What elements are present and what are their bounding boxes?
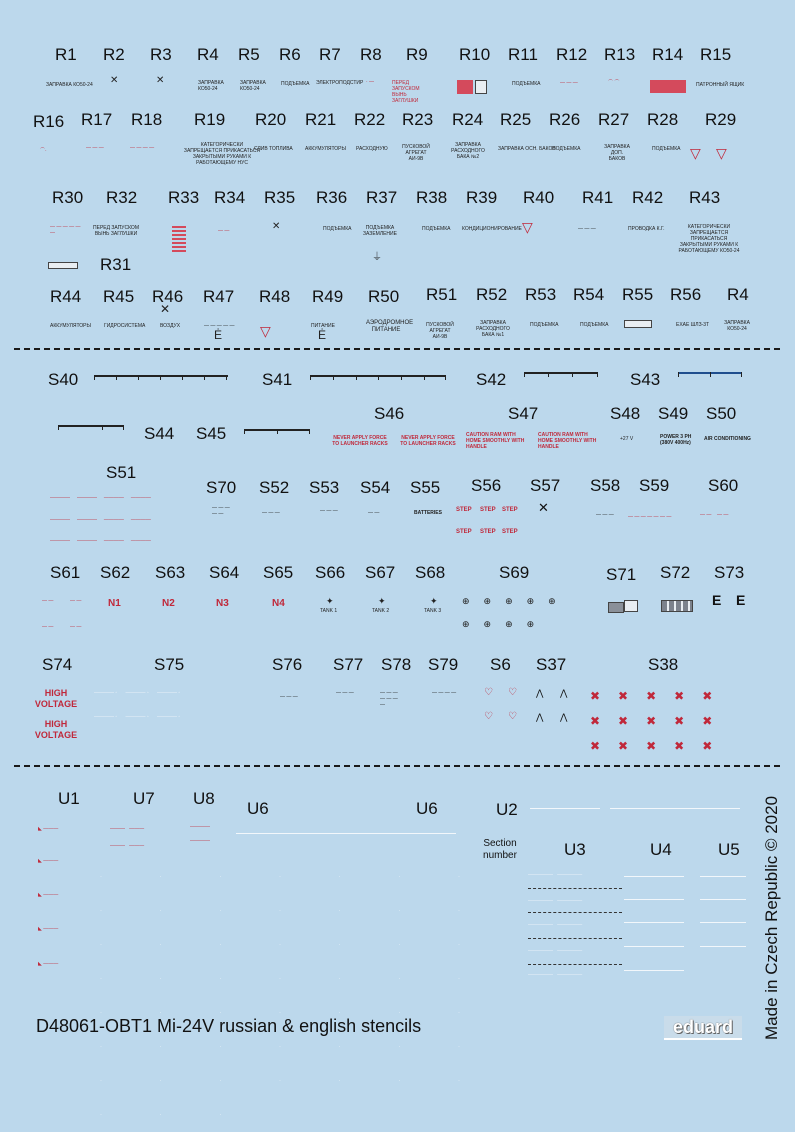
- stencil-r15: ПАТРОННЫЙ ЯЩИК: [696, 82, 745, 88]
- placard-r30: [48, 262, 78, 269]
- stencil-r37: ПОДЪЕМКА ЗАЗЕМЛЕНИЕ: [363, 225, 397, 237]
- stencil-u1-5: ◣ ———: [38, 961, 59, 967]
- label-r16: R16: [33, 112, 65, 131]
- stencil-r47: — — — — —: [204, 323, 235, 329]
- label-r5: R5: [238, 45, 260, 64]
- red-list-r33: [172, 226, 186, 254]
- white-arrow-u5-4: [700, 946, 746, 947]
- stencil-s70: — — — — —: [212, 505, 230, 517]
- stencil-s55: BATTERIES: [414, 510, 442, 516]
- stencil-r49: ПИТАНИЕ: [311, 323, 335, 329]
- target-icons-s69a: ⊕⊕⊕⊕⊕: [462, 596, 570, 606]
- stencil-r51: ПУСКОВОЙ АГРЕГАТ АИ-9В: [426, 322, 454, 340]
- mark-icon-s37d: ⋀: [560, 712, 568, 722]
- stencil-r6: ПОДЪЕМКА: [281, 81, 310, 87]
- stencil-s75-row1: ———— ◦ ———— ◦ ———— ◦: [94, 690, 181, 696]
- label-s71: S71: [606, 565, 637, 584]
- label-r50: R50: [368, 287, 400, 306]
- stencil-s73b: E: [736, 592, 746, 608]
- warning-s46a: NEVER APPLY FORCE TO LAUNCHER RACKS: [332, 435, 388, 447]
- label-r25: R25: [500, 110, 532, 129]
- label-s66: S66: [315, 563, 346, 582]
- label-u2: U2: [496, 800, 518, 819]
- label-r43: R43: [689, 188, 721, 207]
- stencil-tank3: TANK 3: [424, 608, 442, 614]
- stencil-r42: ПРОВОДКА К.Г.: [628, 226, 665, 232]
- shield-icon-s6b: ♡: [508, 687, 517, 698]
- label-r2: R2: [103, 45, 125, 64]
- label-s43: S43: [630, 370, 661, 389]
- label-r1: R1: [55, 45, 77, 64]
- label-s62: S62: [100, 563, 131, 582]
- stencil-s52: — — —: [262, 510, 280, 516]
- label-s60: S60: [708, 476, 739, 495]
- stencil-r20: СЛИВ ТОПЛИВА: [254, 146, 293, 152]
- mark-icon-s37b: ⋀: [560, 688, 568, 698]
- stencil-r46: ВОЗДУХ: [160, 323, 181, 329]
- label-r55: R55: [622, 285, 654, 304]
- stencil-tank2: TANK 2: [372, 608, 390, 614]
- label-s73: S73: [714, 563, 745, 582]
- stencil-s53: — — —: [320, 508, 338, 514]
- step-3: STEP: [502, 507, 518, 513]
- stencil-tank1: TANK 1: [320, 608, 338, 614]
- stencil-r43: КАТЕГОРИЧЕСКИ ЗАПРЕЩАЕТСЯ ПРИКАСАТЬСЯ ЗАКРЫТЫМИ РУКАМИ К РАБОТАЮЩЕМУ КО50-24: [678, 224, 740, 254]
- section-number-caption: Section number: [483, 838, 517, 861]
- stencil-s61d: — —: [70, 624, 82, 630]
- label-r40: R40: [523, 188, 555, 207]
- step-1: STEP: [456, 507, 472, 513]
- label-s41: S41: [262, 370, 293, 389]
- mark-icon-s37a: ⋀: [536, 688, 544, 698]
- label-s57: S57: [530, 476, 561, 495]
- label-s65: S65: [263, 563, 294, 582]
- label-s51: S51: [106, 463, 137, 482]
- dash-line-u3-4: [528, 964, 622, 965]
- label-r19: R19: [194, 110, 226, 129]
- stencil-r18: — — — —: [130, 145, 155, 151]
- label-r47: R47: [203, 287, 235, 306]
- label-r22: R22: [354, 110, 386, 129]
- stencil-r36: ПОДЪЕМКА: [323, 226, 352, 232]
- stencil-r24: ЗАПРАВКА РАСХОДНОГО БАКА №2: [451, 142, 485, 160]
- triangle-icon-r29a: ▽: [690, 145, 701, 161]
- label-s75: S75: [154, 655, 185, 674]
- label-r41: R41: [582, 188, 614, 207]
- stencil-r26: ПОДЪЕМКА: [552, 146, 581, 152]
- label-u1: U1: [58, 789, 80, 808]
- cross-mark-r35: ✕: [272, 221, 281, 232]
- stencil-u8-2: ————: [190, 838, 210, 844]
- stencil-s79: — — — —: [432, 690, 457, 696]
- warning-s47a: CAUTION RAM WITH HOME SMOOTHLY WITH HANDLE: [466, 432, 525, 450]
- label-u7: U7: [133, 789, 155, 808]
- label-s48: S48: [610, 404, 641, 423]
- stencil-s59: — — — — — — —: [628, 514, 672, 520]
- stencil-s61b: — —: [70, 598, 82, 604]
- label-s78: S78: [381, 655, 412, 674]
- white-arrow-u5-3: [700, 922, 746, 923]
- label-s53: S53: [309, 478, 340, 497]
- label-r17: R17: [81, 110, 113, 129]
- stencil-u3-2: ————— —————: [528, 898, 583, 904]
- stencil-u1-1: ◣ ———: [38, 826, 59, 832]
- stencil-s73a: E: [712, 592, 722, 608]
- shield-icon-s6a: ♡: [484, 687, 493, 698]
- stencil-s60: — — — —: [700, 512, 729, 518]
- stencil-r21: АККУМУЛЯТОРЫ: [305, 146, 346, 152]
- section-divider-1: [14, 348, 780, 350]
- cross-mark-s57: ✕: [538, 500, 549, 515]
- white-arrow-u4-4: [624, 946, 684, 947]
- section-divider-2: [14, 765, 780, 767]
- stencil-r12: — — —: [560, 80, 578, 86]
- red-placard-r14: [650, 80, 686, 93]
- white-arrow-u5-2: [700, 899, 746, 900]
- label-r56: R56: [670, 285, 702, 304]
- label-s58: S58: [590, 476, 621, 495]
- label-s74: S74: [42, 655, 73, 674]
- stencil-s51-row2: ———— ———— ———— ————: [50, 517, 151, 523]
- label-r27: R27: [598, 110, 630, 129]
- label-s70: S70: [206, 478, 237, 497]
- placard-r55: [624, 320, 652, 328]
- triangle-icon-r40: ▽: [522, 219, 533, 235]
- label-u8: U8: [193, 789, 215, 808]
- stencil-r56: ЕХАЕ ШЛЗ-3Т: [676, 322, 710, 328]
- label-r46: R46: [152, 287, 184, 306]
- stencil-u3-3: ————— —————: [528, 922, 583, 928]
- step-6: STEP: [502, 529, 518, 535]
- label-s50: S50: [706, 404, 737, 423]
- label-r35: R35: [264, 188, 296, 207]
- bracket-r49: Ė: [318, 328, 327, 342]
- label-u6-left: U6: [247, 799, 269, 818]
- stencil-u3-1: ————— —————: [528, 872, 583, 878]
- ruler-s45: [244, 429, 310, 431]
- label-s46: S46: [374, 404, 405, 423]
- stencil-s51-row1: ———— ———— ———— ————: [50, 495, 151, 501]
- label-s64: S64: [209, 563, 240, 582]
- warning-s46b: NEVER APPLY FORCE TO LAUNCHER RACKS: [400, 435, 456, 447]
- label-r24: R24: [452, 110, 484, 129]
- step-4: STEP: [456, 529, 472, 535]
- stencil-r52: ЗАПРАВКА РАСХОДНОГО БАКА №1: [476, 320, 510, 338]
- label-s72: S72: [660, 563, 691, 582]
- ruler-s40: [94, 375, 228, 377]
- label-r31: R31: [100, 255, 132, 274]
- stencil-r27: ЗАПРАВКА ДОП. БАКОВ: [604, 144, 630, 162]
- label-s56: S56: [471, 476, 502, 495]
- label-s76: S76: [272, 655, 303, 674]
- step-5: STEP: [480, 529, 496, 535]
- label-r15: R15: [700, 45, 732, 64]
- white-arrow-u4-3: [624, 922, 684, 923]
- white-line-u2-top: [530, 808, 600, 809]
- label-s38: S38: [648, 655, 679, 674]
- ruler-s44: [58, 425, 124, 427]
- label-s45: S45: [196, 424, 227, 443]
- label-s67: S67: [365, 563, 396, 582]
- label-r38: R38: [416, 188, 448, 207]
- stencil-r54: ПОДЪЕМКА: [580, 322, 609, 328]
- ruler-s42: [524, 372, 598, 374]
- stencil-r34: — —: [218, 228, 230, 234]
- label-s6: S6: [490, 655, 511, 674]
- label-u6-right: U6: [416, 799, 438, 818]
- grey-placard-r10: [475, 80, 487, 94]
- label-r12: R12: [556, 45, 588, 64]
- cross-mark-r46: ✕: [160, 302, 171, 316]
- label-r9: R9: [406, 45, 428, 64]
- label-r36: R36: [316, 188, 348, 207]
- label-s68: S68: [415, 563, 446, 582]
- stencil-r32: ПЕРЕД ЗАПУСКОМ ВЫНЬ ЗАГЛУШКИ: [93, 225, 139, 237]
- white-line-u6: [236, 833, 456, 834]
- label-r30: R30: [52, 188, 84, 207]
- label-r53: R53: [525, 285, 557, 304]
- white-arrow-u5-1: [700, 876, 746, 877]
- stencil-r44: АККУМУЛЯТОРЫ: [50, 323, 91, 329]
- label-s55: S55: [410, 478, 441, 497]
- stencil-high-voltage-2: HIGH VOLTAGE: [34, 719, 78, 740]
- stencil-s76: — — —: [280, 694, 298, 700]
- target-icons-s69b: ⊕⊕⊕⊕: [462, 619, 549, 629]
- sheet-title: D48061-OBT1 Mi-24V russian & english stencils: [36, 1016, 422, 1036]
- label-s40: S40: [48, 370, 79, 389]
- label-r28: R28: [647, 110, 679, 129]
- label-u3: U3: [564, 840, 586, 859]
- stencil-r11: ПОДЪЕМКА: [512, 81, 541, 87]
- cross-mark-r2: ✕: [110, 75, 119, 86]
- label-r4-repeat: R4: [727, 285, 749, 304]
- stencil-s77: — — —: [336, 690, 354, 696]
- ruler-s43: [678, 372, 742, 374]
- label-r48: R48: [259, 287, 291, 306]
- label-r34: R34: [214, 188, 246, 207]
- dash-line-u3-1: [528, 888, 622, 889]
- white-arrow-u4-5: [624, 970, 684, 971]
- label-r49: R49: [312, 287, 344, 306]
- stencil-r4: ЗАПРАВКА КО50-24: [198, 80, 224, 92]
- dash-line-u3-2: [528, 912, 622, 913]
- stencil-r8: · —: [366, 79, 375, 85]
- label-s77: S77: [333, 655, 364, 674]
- stencil-s38-grid: ✖✖✖✖✖ ✖✖✖✖✖ ✖✖✖✖✖: [590, 689, 731, 753]
- white-line-u2-top-b: [610, 808, 740, 809]
- stencil-r50: АЭРОДРОМНОЕ ПИТАНИЕ: [366, 320, 414, 333]
- label-r26: R26: [549, 110, 581, 129]
- stencil-r1: ЗАПРАВКА КО50-24: [46, 82, 93, 88]
- label-r51: R51: [426, 285, 458, 304]
- stencil-high-voltage-1: HIGH VOLTAGE: [34, 688, 78, 709]
- white-arrow-u4-1: [624, 876, 684, 877]
- stencil-s48: +27 V: [620, 436, 634, 442]
- label-u5: U5: [718, 840, 740, 859]
- label-s59: S59: [639, 476, 670, 495]
- shield-icon-s6d: ♡: [508, 711, 517, 722]
- stencil-s51-row3: ———— ———— ———— ————: [50, 538, 151, 544]
- ruler-s41: [310, 375, 446, 377]
- stencil-r7: ЭЛЕКТРОПОДСТИР: [316, 80, 364, 86]
- label-r18: R18: [131, 110, 163, 129]
- mark-icon-s37c: ⋀: [536, 712, 544, 722]
- label-r54: R54: [573, 285, 605, 304]
- label-r11: R11: [508, 45, 538, 64]
- stencil-n1: N1: [108, 598, 121, 609]
- label-s49: S49: [658, 404, 689, 423]
- stencil-r45: ГИДРОСИСТЕМА: [104, 323, 146, 329]
- label-s54: S54: [360, 478, 391, 497]
- shield-icon-s6c: ♡: [484, 711, 493, 722]
- stencil-u8-1: ————: [190, 824, 210, 830]
- stencil-u1-3: ◣ ———: [38, 892, 59, 898]
- label-r10: R10: [459, 45, 491, 64]
- label-r13: R13: [604, 45, 636, 64]
- stencil-u3-5: ————— —————: [528, 972, 583, 978]
- stencil-s78: — — — — — — —: [380, 690, 398, 708]
- eduard-logo: eduard: [664, 1016, 742, 1040]
- label-r39: R39: [466, 188, 498, 207]
- label-r42: R42: [632, 188, 664, 207]
- stencil-s54: — —: [368, 510, 380, 516]
- triangle-icon-r48: ▽: [260, 323, 271, 339]
- ground-icon-r37: ⏚: [372, 252, 382, 263]
- placard-s71b: [624, 600, 638, 612]
- stencil-r38: ПОДЪЕМКА: [422, 226, 451, 232]
- step-2: STEP: [480, 507, 496, 513]
- stencil-u7-1: ——— ———: [110, 826, 145, 832]
- star-icon-s67: ✦: [378, 596, 386, 606]
- stencil-u7-2: ——— ———: [110, 843, 145, 849]
- stencil-r30: — — — — — —: [50, 224, 81, 236]
- stencil-s50: AIR CONDITIONING: [704, 436, 751, 442]
- label-s63: S63: [155, 563, 186, 582]
- label-r3: R3: [150, 45, 172, 64]
- stencil-r25: ЗАПРАВКА ОСН. БАКОВ: [498, 146, 556, 152]
- origin-text: Made in Czech Republic © 2020: [762, 795, 781, 1040]
- stencil-r9: ПЕРЕД ЗАПУСКОМ ВЫНЬ ЗАГЛУШКИ: [392, 80, 420, 104]
- label-r8: R8: [360, 45, 382, 64]
- stencil-r39: КОНДИЦИОНИРОВАНИЕ: [462, 226, 522, 232]
- label-s37: S37: [536, 655, 567, 674]
- stencil-r19: КАТЕГОРИЧЕСКИ ЗАПРЕЩАЕТСЯ ПРИКАСАТЬСЯ ЗАКРЫТЫМИ РУКАМИ К РАБОТАЮЩЕМУ НУС: [183, 142, 261, 166]
- label-r29: R29: [705, 110, 737, 129]
- label-r32: R32: [106, 188, 138, 207]
- label-s79: S79: [428, 655, 459, 674]
- stencil-u3-4: ————— —————: [528, 948, 583, 954]
- stencil-r13: ⌒ ⌒: [608, 80, 620, 86]
- label-r37: R37: [366, 188, 398, 207]
- warning-s47b: CAUTION RAM WITH HOME SMOOTHLY WITH HANDLE: [538, 432, 597, 450]
- white-arrow-u4-2: [624, 899, 684, 900]
- label-r14: R14: [652, 45, 684, 64]
- label-u4: U4: [650, 840, 672, 859]
- label-r6: R6: [279, 45, 301, 64]
- stencil-r28: ПОДЪЕМКА: [652, 146, 681, 152]
- label-r4: R4: [197, 45, 219, 64]
- stencil-n3: N3: [216, 598, 229, 609]
- triangle-icon-r29b: ▽: [716, 145, 727, 161]
- star-icon-s66: ✦: [326, 596, 334, 606]
- stencil-s49: POWER 3 PH (380V 400Hz): [660, 434, 692, 446]
- label-r33: R33: [168, 188, 200, 207]
- stencil-s58: — — —: [596, 512, 614, 518]
- stencil-u1-2: ◣ ———: [38, 858, 59, 864]
- stencil-r23: ПУСКОВОЙ АГРЕГАТ АИ-9В: [402, 144, 430, 162]
- stencil-n2: N2: [162, 598, 175, 609]
- star-icon-s68: ✦: [430, 596, 438, 606]
- label-s61: S61: [50, 563, 81, 582]
- red-placard-r10: [457, 80, 473, 94]
- cross-mark-r3: ✕: [156, 75, 165, 86]
- label-r45: R45: [103, 287, 135, 306]
- label-r44: R44: [50, 287, 82, 306]
- label-r7: R7: [319, 45, 341, 64]
- stencil-r41: — — —: [578, 226, 596, 232]
- stencil-r4-repeat: ЗАПРАВКА КО50-24: [724, 320, 750, 332]
- label-r23: R23: [402, 110, 434, 129]
- stencil-r16: ⌒·: [40, 148, 47, 154]
- stencil-r22: РАСХОДНУЮ: [356, 146, 388, 152]
- label-r21: R21: [305, 110, 337, 129]
- label-s47: S47: [508, 404, 539, 423]
- stencil-r17: — — —: [86, 145, 104, 151]
- stencil-s75-row2: ———— ◦ ———— ◦ ———— ◦: [94, 714, 181, 720]
- section-number-grid: · · · · · · · · · · · · · · · · · · · · · · · · · · · · · · · · · · · · · · · · · · · · · · · · · · · ·: [100, 874, 488, 1118]
- placard-s72: [661, 600, 693, 612]
- stencil-s61c: — —: [42, 624, 54, 630]
- label-s44: S44: [144, 424, 175, 443]
- stencil-s61a: — —: [42, 598, 54, 604]
- label-s52: S52: [259, 478, 290, 497]
- label-s69: S69: [499, 563, 530, 582]
- bracket-r47: Ė: [214, 328, 223, 342]
- stencil-n4: N4: [272, 598, 285, 609]
- label-s42: S42: [476, 370, 507, 389]
- stencil-r5: ЗАПРАВКА КО50-24: [240, 80, 266, 92]
- dash-line-u3-3: [528, 938, 622, 939]
- stencil-r53: ПОДЪЕМКА: [530, 322, 559, 328]
- label-r52: R52: [476, 285, 508, 304]
- placard-s71a: [608, 602, 624, 613]
- label-r20: R20: [255, 110, 287, 129]
- stencil-u1-4: ◣ ———: [38, 926, 59, 932]
